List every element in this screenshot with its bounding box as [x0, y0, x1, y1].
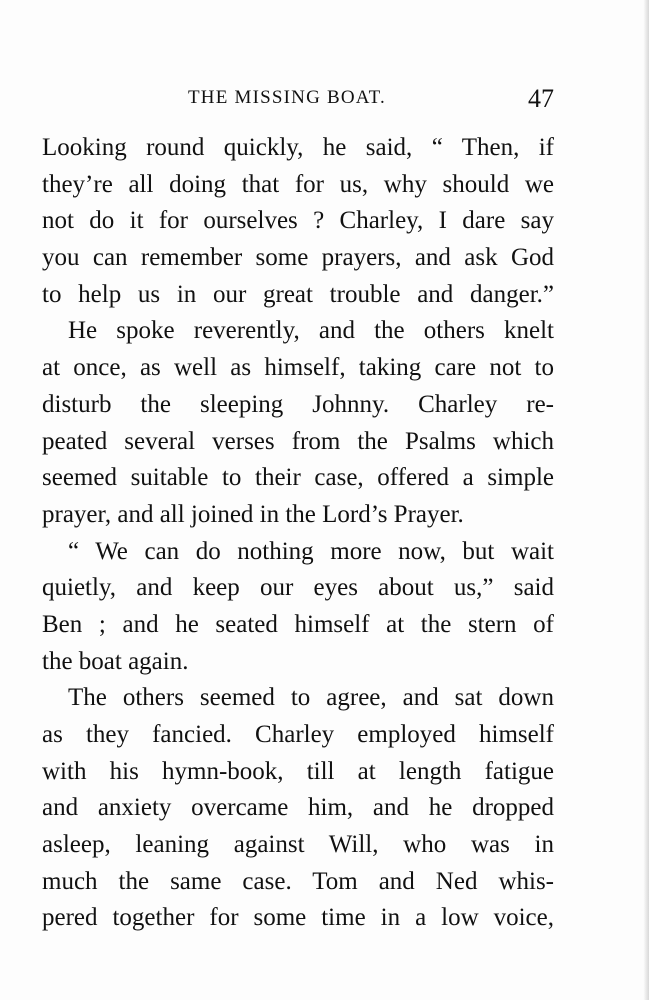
- body-text: [42, 130, 554, 937]
- text-line: at once, as well as himself, taking care not to: [42, 354, 554, 382]
- text-line: the boat again.: [42, 647, 189, 675]
- text-line: to help us in our great trouble and danger.”: [42, 280, 554, 308]
- text-line: with his hymn-book, till at length fatigue: [42, 757, 554, 785]
- page-edge-shadow: [643, 0, 649, 1000]
- paragraph: [42, 680, 554, 937]
- text-line: “ We can do nothing more now, but wait: [68, 537, 554, 565]
- text-line: as they fancied. Charley employed himself: [42, 721, 554, 748]
- paragraph: [42, 534, 554, 681]
- text-line: Ben ; and he seated himself at the stern of: [42, 610, 554, 638]
- paragraph: [42, 313, 554, 533]
- text-line: seemed suitable to their case, offered a simple: [42, 464, 554, 492]
- text-line: quietly, and keep our eyes about us,” said: [42, 574, 554, 602]
- paragraph: [42, 130, 554, 313]
- text-line: Looking round quickly, he said, “ Then, if: [42, 134, 554, 161]
- running-title: THE MISSING BOAT.: [188, 87, 386, 108]
- text-line: prayer, and all joined in the Lord’s Prayer.: [42, 500, 464, 528]
- text-line: and anxiety overcame him, and he dropped: [42, 794, 554, 822]
- text-line: not do it for ourselves ? Charley, I dare say: [42, 207, 554, 235]
- page-number: 47: [528, 84, 554, 113]
- text-line: they’re all doing that for us, why should we: [42, 170, 554, 198]
- text-line: peated several verses from the Psalms which: [42, 427, 554, 455]
- page-header: [42, 84, 554, 114]
- text-line: pered together for some time in a low voice,: [42, 904, 554, 932]
- text-line: you can remember some prayers, and ask God: [42, 244, 554, 272]
- text-line: The others seemed to agree, and sat down: [68, 684, 554, 712]
- text-line: much the same case. Tom and Ned whis-: [42, 867, 554, 895]
- text-line: disturb the sleeping Johnny. Charley re-: [42, 390, 554, 418]
- text-line: asleep, leaning against Will, who was in: [42, 831, 554, 859]
- text-line: He spoke reverently, and the others knelt: [68, 317, 554, 345]
